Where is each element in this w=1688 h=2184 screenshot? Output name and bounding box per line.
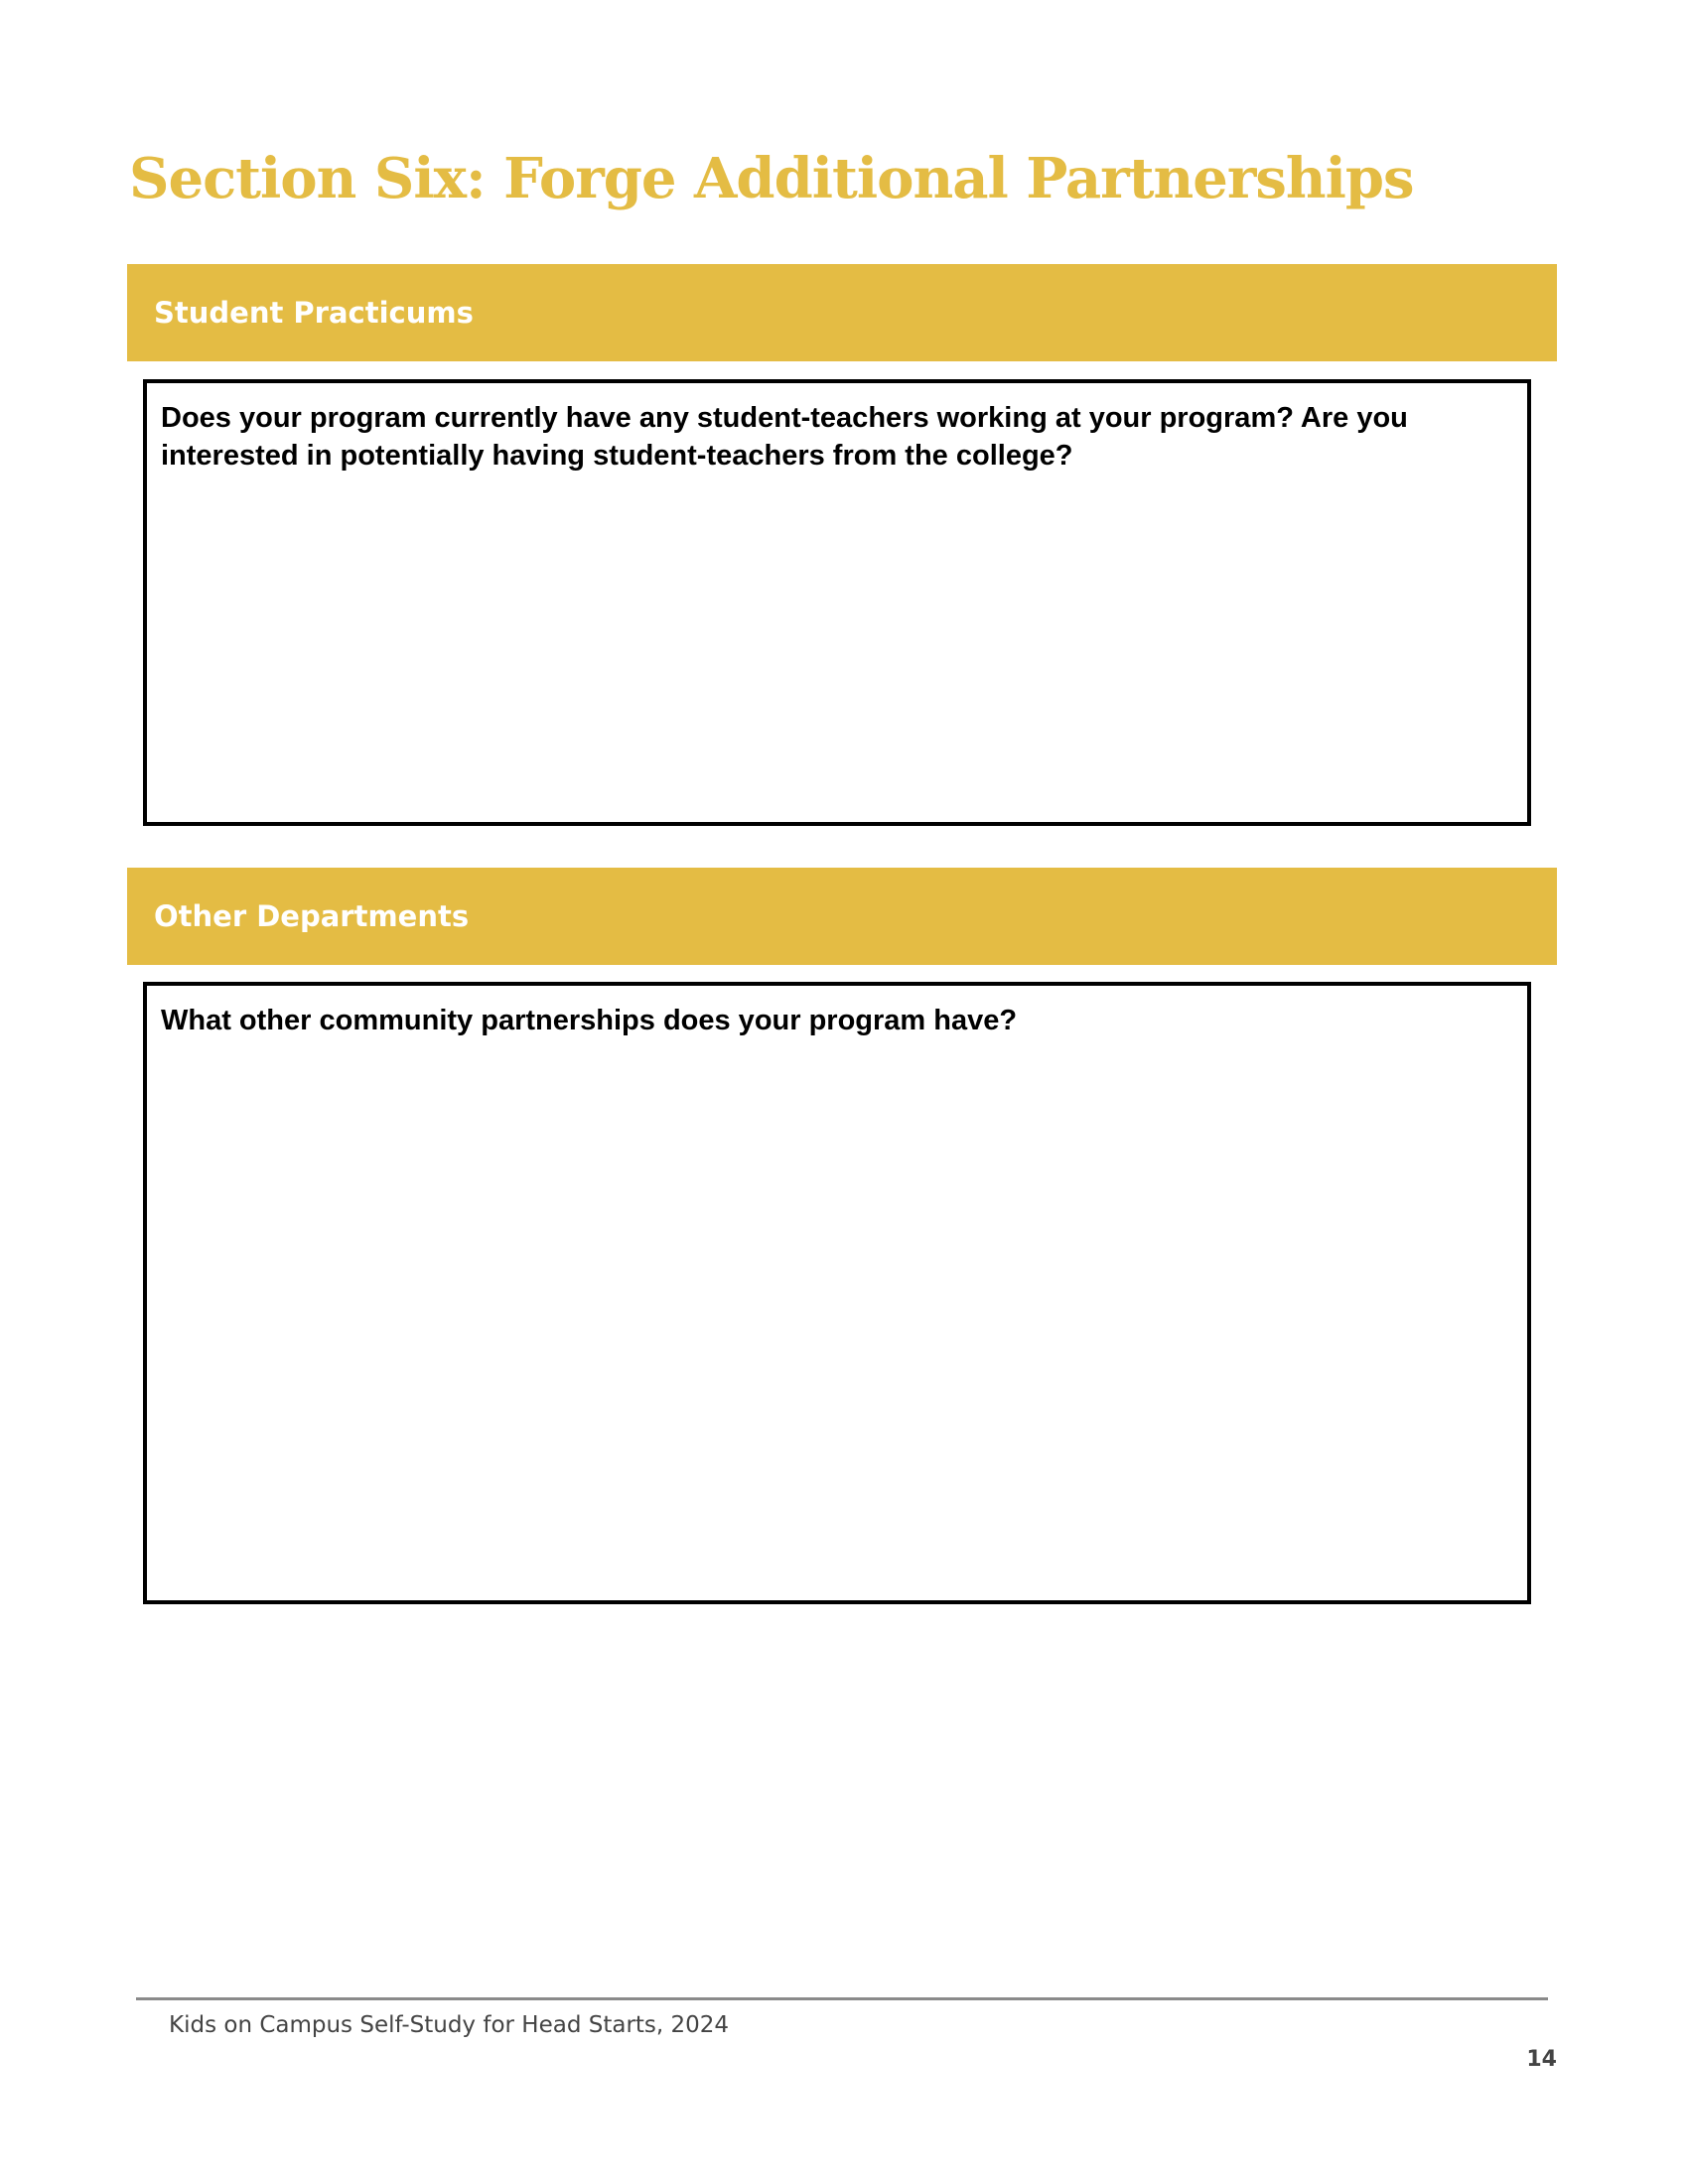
response-box-student-practicums[interactable] xyxy=(143,379,1531,826)
question-prompt: What other community partnerships does your program have? xyxy=(161,1005,1018,1036)
page-title: Section Six: Forge Additional Partnerships xyxy=(129,146,1414,211)
page-number: 14 xyxy=(1526,2047,1557,2072)
section-header-other-departments xyxy=(127,868,1557,965)
section-header-student-practicums xyxy=(127,264,1557,361)
section-heading: Student Practicums xyxy=(154,296,474,330)
question-prompt: Does your program currently have any student-teachers working at your program? Are you interested in potentially having student-teachers from the college? xyxy=(161,402,1408,472)
footer-divider xyxy=(136,1997,1548,2000)
response-box-other-departments[interactable] xyxy=(143,982,1531,1604)
footer-citation: Kids on Campus Self-Study for Head Starts, 2024 xyxy=(169,2012,730,2038)
section-heading: Other Departments xyxy=(154,899,470,933)
